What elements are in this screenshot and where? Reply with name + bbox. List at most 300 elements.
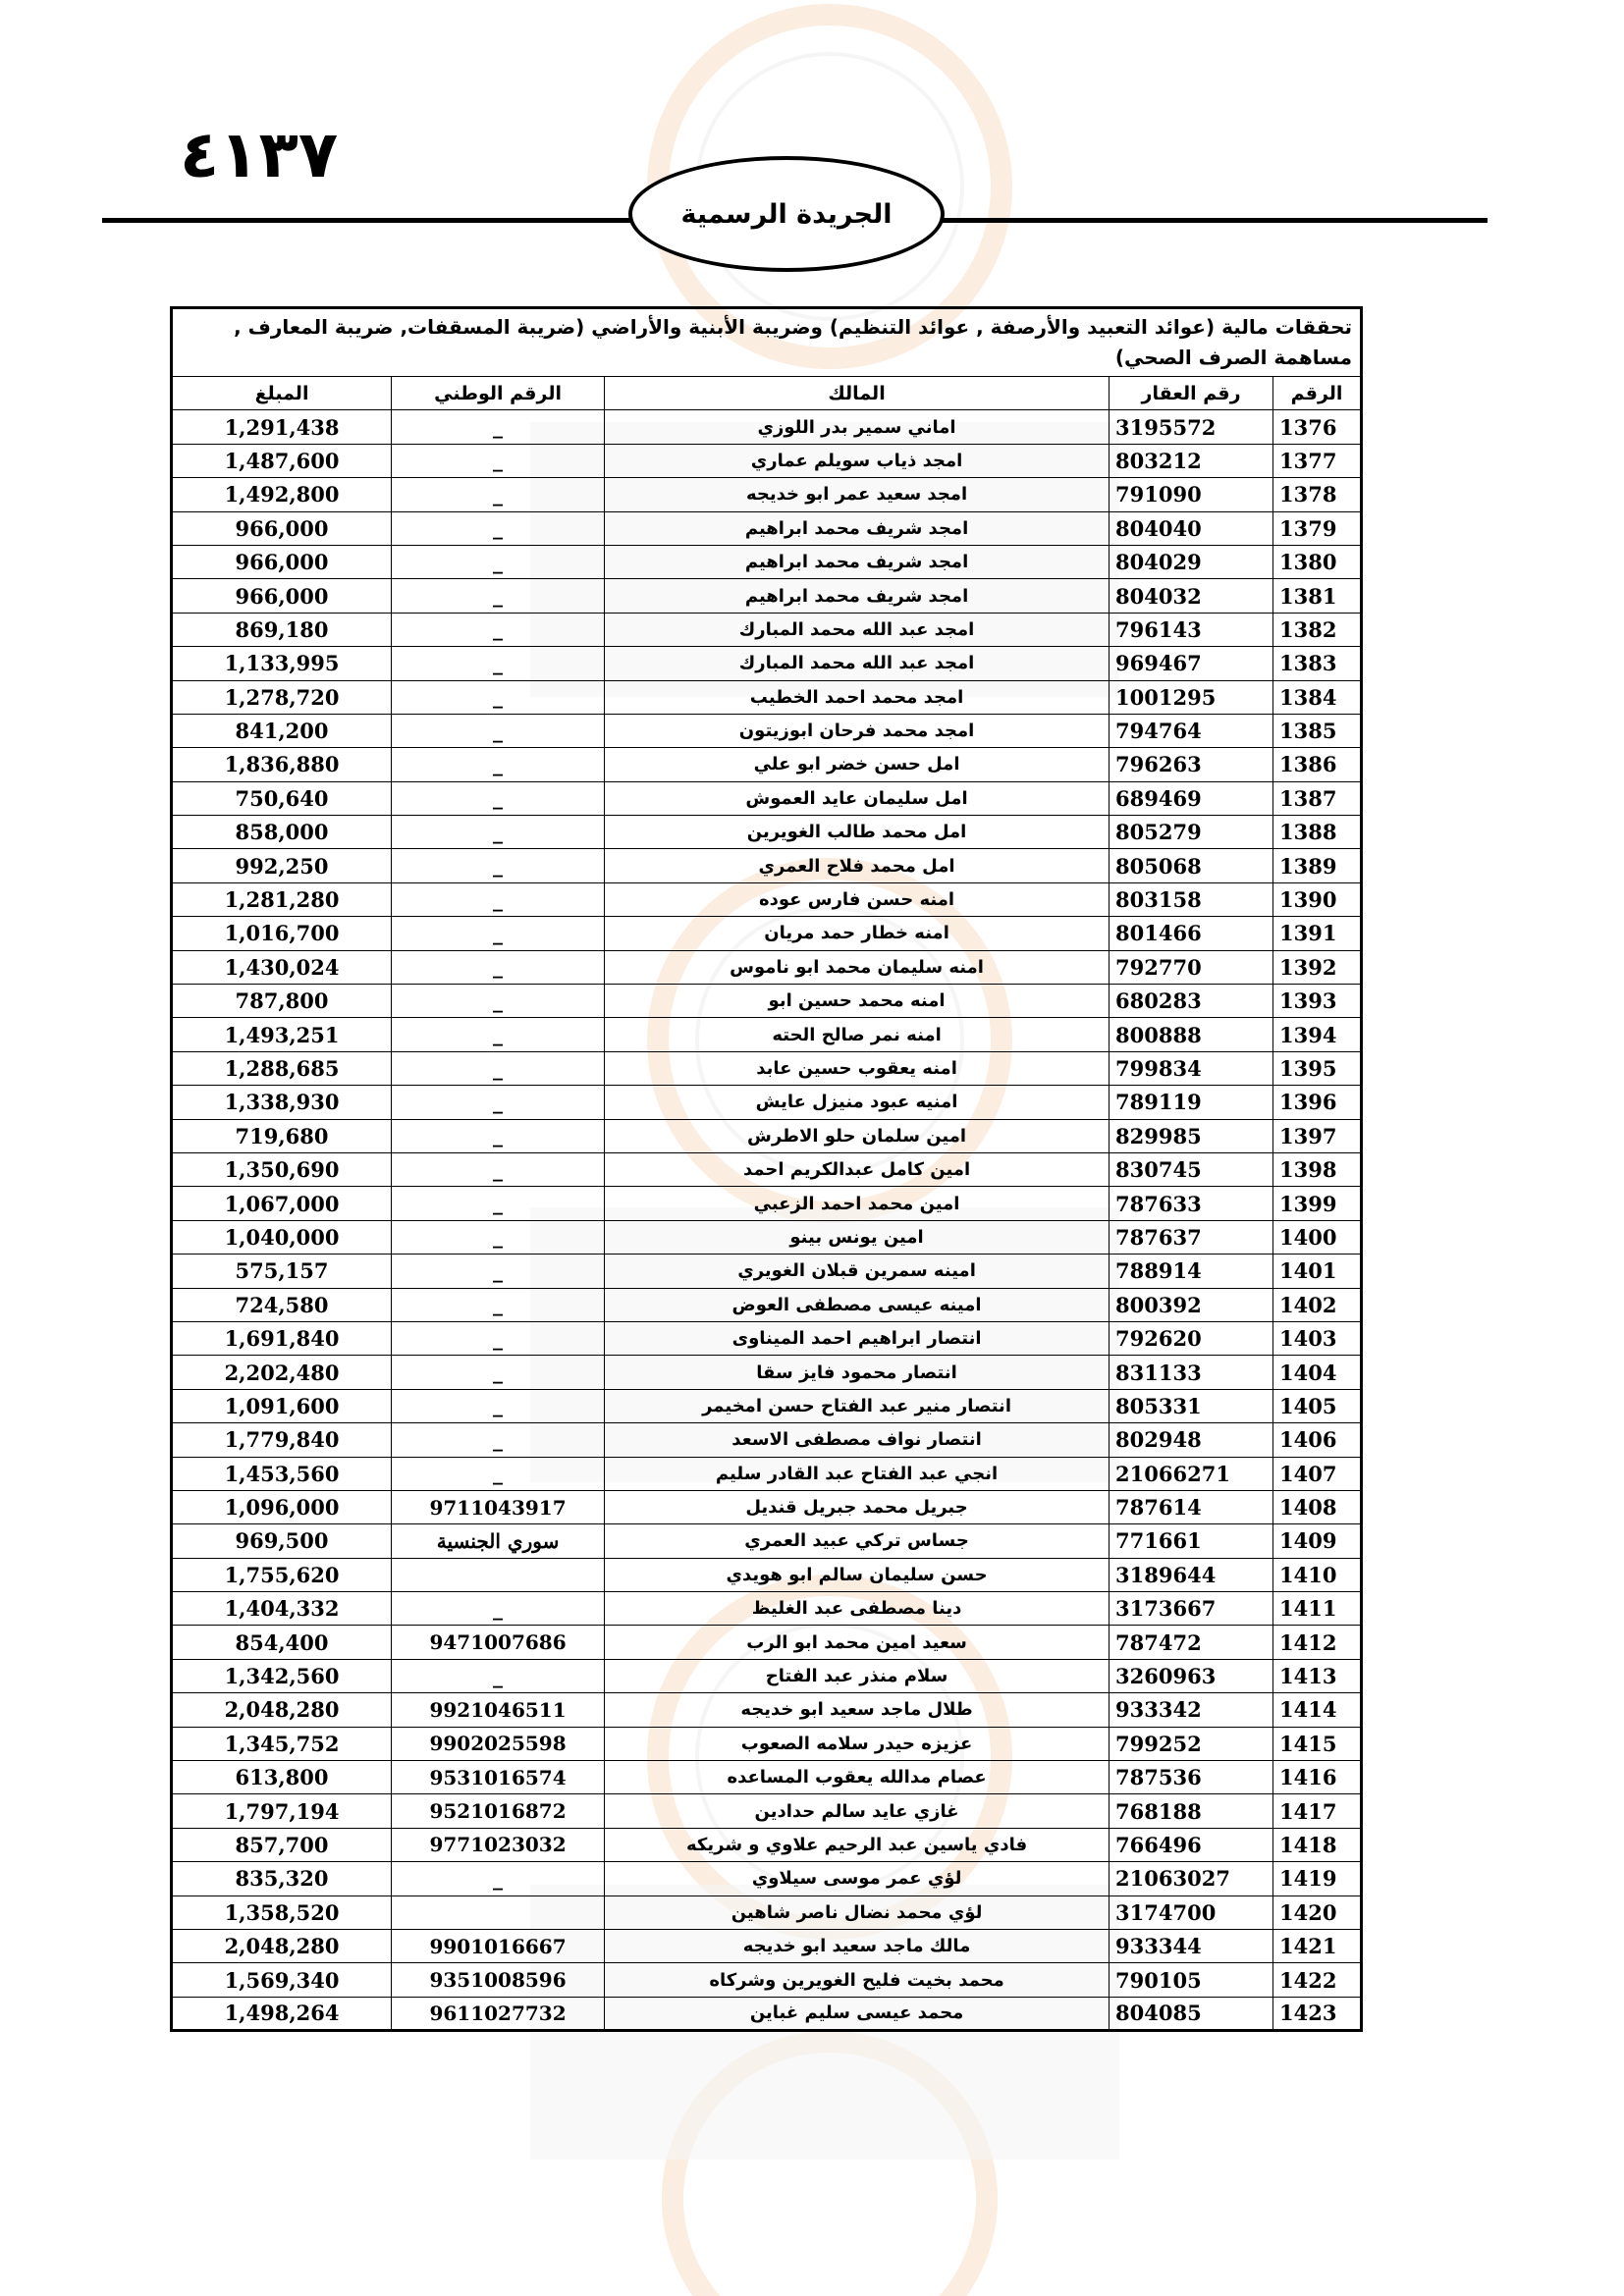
table-row [172, 985, 1362, 1018]
national-number: _ [392, 917, 605, 950]
property-number: 787472 [1110, 1626, 1273, 1659]
row-number: 1405 [1273, 1389, 1362, 1422]
owner-name: امل محمد فلاح العمري [605, 849, 1110, 882]
row-number: 1418 [1273, 1828, 1362, 1861]
amount: 857,700 [172, 1828, 392, 1861]
property-number: 829985 [1110, 1119, 1273, 1152]
amount: 1,278,720 [172, 680, 392, 714]
table-row [172, 849, 1362, 882]
property-number: 766496 [1110, 1828, 1273, 1861]
table-row [172, 816, 1362, 849]
national-number: _ [392, 1018, 605, 1051]
amount: 1,779,840 [172, 1423, 392, 1457]
amount: 2,048,280 [172, 1929, 392, 1962]
amount: 1,345,752 [172, 1727, 392, 1760]
amount: 1,133,995 [172, 647, 392, 680]
property-number: 800392 [1110, 1288, 1273, 1321]
amount: 2,048,280 [172, 1693, 392, 1727]
amount: 1,836,880 [172, 748, 392, 781]
national-number: _ [392, 444, 605, 477]
property-number: 933344 [1110, 1929, 1273, 1962]
amount: 966,000 [172, 579, 392, 613]
amount: 719,680 [172, 1119, 392, 1152]
property-number: 792770 [1110, 950, 1273, 984]
row-number: 1414 [1273, 1693, 1362, 1727]
owner-name: امجد محمد فرحان ابوزيتون [605, 714, 1110, 747]
national-number: _ [392, 1051, 605, 1085]
table-row [172, 1051, 1362, 1085]
amount: 1,493,251 [172, 1018, 392, 1051]
amount: 1,358,520 [172, 1896, 392, 1929]
table-row [172, 1896, 1362, 1929]
owner-name: مالك ماجد سعيد ابو خديجه [605, 1929, 1110, 1962]
national-number: 9471007686 [392, 1626, 605, 1659]
national-number: 9711043917 [392, 1490, 605, 1523]
table-row [172, 1152, 1362, 1186]
national-number: _ [392, 714, 605, 747]
table-title-row [172, 308, 1362, 377]
amount: 1,797,194 [172, 1794, 392, 1828]
owner-name: لؤي عمر موسى سيلاوي [605, 1862, 1110, 1896]
table-row [172, 1389, 1362, 1422]
national-number: _ [392, 1119, 605, 1152]
amount: 787,800 [172, 985, 392, 1018]
owner-name: امل حسن خضر ابو علي [605, 748, 1110, 781]
row-number: 1386 [1273, 748, 1362, 781]
row-number: 1396 [1273, 1086, 1362, 1119]
table-row [172, 1828, 1362, 1861]
table-row [172, 478, 1362, 511]
column-header-amount: المبلغ [172, 377, 392, 410]
amount: 992,250 [172, 849, 392, 882]
property-number: 21063027 [1110, 1862, 1273, 1896]
amount: 1,492,800 [172, 478, 392, 511]
property-number: 771661 [1110, 1524, 1273, 1558]
table-row [172, 1693, 1362, 1727]
row-number: 1421 [1273, 1929, 1362, 1962]
property-number: 3174700 [1110, 1896, 1273, 1929]
amount: 1,288,685 [172, 1051, 392, 1085]
national-number: _ [392, 579, 605, 613]
national-number: _ [392, 613, 605, 646]
owner-name: امينه سمرين قبلان الغويري [605, 1255, 1110, 1288]
amount: 841,200 [172, 714, 392, 747]
owner-name: امين سلمان حلو الاطرش [605, 1119, 1110, 1152]
national-number: 9921046511 [392, 1693, 605, 1727]
owner-name: فادي ياسين عبد الرحيم علاوي و شريكه [605, 1828, 1110, 1861]
row-number: 1385 [1273, 714, 1362, 747]
national-number: _ [392, 1321, 605, 1355]
owner-name: اماني سمير بدر اللوزي [605, 410, 1110, 444]
national-number: _ [392, 511, 605, 545]
property-number: 3173667 [1110, 1592, 1273, 1626]
table-header-row [172, 377, 1362, 410]
property-number: 802948 [1110, 1423, 1273, 1457]
property-number: 799834 [1110, 1051, 1273, 1085]
table-row [172, 1524, 1362, 1558]
owner-name: انتصار نواف مصطفى الاسعد [605, 1423, 1110, 1457]
amount: 750,640 [172, 781, 392, 815]
amount: 1,350,690 [172, 1152, 392, 1186]
national-number: 9611027732 [392, 1997, 605, 2030]
row-number: 1416 [1273, 1761, 1362, 1794]
owner-name: طلال ماجد سعيد ابو خديجه [605, 1693, 1110, 1727]
property-number: 804032 [1110, 579, 1273, 613]
row-number: 1389 [1273, 849, 1362, 882]
amount: 1,281,280 [172, 882, 392, 916]
amount: 1,569,340 [172, 1963, 392, 1997]
national-number: _ [392, 849, 605, 882]
row-number: 1402 [1273, 1288, 1362, 1321]
row-number: 1404 [1273, 1356, 1362, 1389]
gazette-title-oval [628, 156, 945, 272]
national-number: _ [392, 985, 605, 1018]
table-row [172, 1423, 1362, 1457]
row-number: 1412 [1273, 1626, 1362, 1659]
owner-name: امجد عبد الله محمد المبارك [605, 647, 1110, 680]
property-number: 789119 [1110, 1086, 1273, 1119]
property-number: 805279 [1110, 816, 1273, 849]
table-row [172, 613, 1362, 646]
table-row [172, 1457, 1362, 1490]
owner-name: امينه عيسى مصطفى العوض [605, 1288, 1110, 1321]
amount: 724,580 [172, 1288, 392, 1321]
property-number: 805331 [1110, 1389, 1273, 1422]
amount: 1,755,620 [172, 1558, 392, 1591]
table-row [172, 511, 1362, 545]
national-number: _ [392, 1356, 605, 1389]
row-number: 1390 [1273, 882, 1362, 916]
row-number: 1423 [1273, 1997, 1362, 2030]
column-header-property-number: رقم العقار [1110, 377, 1273, 410]
national-number: _ [392, 1389, 605, 1422]
property-number: 933342 [1110, 1693, 1273, 1727]
property-number: 787633 [1110, 1187, 1273, 1220]
amount: 835,320 [172, 1862, 392, 1896]
table-row [172, 1963, 1362, 1997]
row-number: 1398 [1273, 1152, 1362, 1186]
owner-name: امنه خطار حمد مريان [605, 917, 1110, 950]
table-row [172, 1018, 1362, 1051]
owner-name: امل محمد طالب الغويرين [605, 816, 1110, 849]
property-number: 787536 [1110, 1761, 1273, 1794]
owner-name: محمد عيسى سليم غباين [605, 1997, 1110, 2030]
property-number: 805068 [1110, 849, 1273, 882]
owner-name: انتصار ابراهيم احمد الميناوى [605, 1321, 1110, 1355]
national-number: _ [392, 1592, 605, 1626]
national-number: _ [392, 1457, 605, 1490]
owner-name: عزيزه حيدر سلامه الصعوب [605, 1727, 1110, 1760]
national-number: _ [392, 545, 605, 578]
owner-name: جبريل محمد جبريل قنديل [605, 1490, 1110, 1523]
amount: 1,487,600 [172, 444, 392, 477]
amount: 1,338,930 [172, 1086, 392, 1119]
owner-name: امين كامل عبدالكريم احمد [605, 1152, 1110, 1186]
page-number: ٤١٣٧ [180, 117, 339, 192]
row-number: 1401 [1273, 1255, 1362, 1288]
property-number: 794764 [1110, 714, 1273, 747]
national-number: 9531016574 [392, 1761, 605, 1794]
owner-name: سعيد امين محمد ابو الرب [605, 1626, 1110, 1659]
national-number: سوري الجنسية [392, 1524, 605, 1558]
national-number: _ [392, 1659, 605, 1692]
amount: 969,500 [172, 1524, 392, 1558]
national-number: _ [392, 1187, 605, 1220]
amount: 966,000 [172, 545, 392, 578]
row-number: 1382 [1273, 613, 1362, 646]
national-number: _ [392, 950, 605, 984]
property-number: 801466 [1110, 917, 1273, 950]
property-number: 788914 [1110, 1255, 1273, 1288]
amount: 613,800 [172, 1761, 392, 1794]
row-number: 1394 [1273, 1018, 1362, 1051]
national-number: _ [392, 1862, 605, 1896]
property-number: 831133 [1110, 1356, 1273, 1389]
national-number: _ [392, 1152, 605, 1186]
row-number: 1422 [1273, 1963, 1362, 1997]
row-number: 1388 [1273, 816, 1362, 849]
row-number: 1419 [1273, 1862, 1362, 1896]
owner-name: امجد سعيد عمر ابو خديجه [605, 478, 1110, 511]
property-number: 3260963 [1110, 1659, 1273, 1692]
row-number: 1406 [1273, 1423, 1362, 1457]
row-number: 1376 [1273, 410, 1362, 444]
amount: 966,000 [172, 511, 392, 545]
table-row [172, 680, 1362, 714]
amount: 1,067,000 [172, 1187, 392, 1220]
national-number: _ [392, 647, 605, 680]
table-row [172, 1356, 1362, 1389]
owner-name: انجي عبد الفتاح عبد القادر سليم [605, 1457, 1110, 1490]
property-number: 791090 [1110, 478, 1273, 511]
property-number: 799252 [1110, 1727, 1273, 1760]
row-number: 1384 [1273, 680, 1362, 714]
owner-name: جساس تركي عبيد العمري [605, 1524, 1110, 1558]
amount: 1,040,000 [172, 1220, 392, 1254]
national-number: 9771023032 [392, 1828, 605, 1861]
column-header-national-number: الرقم الوطني [392, 377, 605, 410]
row-number: 1397 [1273, 1119, 1362, 1152]
owner-name: امنه نمر صالح الحته [605, 1018, 1110, 1051]
row-number: 1420 [1273, 1896, 1362, 1929]
watermark-clock-4 [673, 2042, 987, 2296]
table-row [172, 1288, 1362, 1321]
amount: 858,000 [172, 816, 392, 849]
owner-name: دينا مصطفى عبد الغليظ [605, 1592, 1110, 1626]
table-row [172, 917, 1362, 950]
owner-name: امنه يعقوب حسين عابد [605, 1051, 1110, 1085]
national-number: 9902025598 [392, 1727, 605, 1760]
table-row [172, 1727, 1362, 1760]
national-number: 9901016667 [392, 1929, 605, 1962]
national-number: _ [392, 410, 605, 444]
national-number: _ [392, 1288, 605, 1321]
table-row [172, 950, 1362, 984]
row-number: 1381 [1273, 579, 1362, 613]
property-number: 680283 [1110, 985, 1273, 1018]
property-number: 1001295 [1110, 680, 1273, 714]
row-number: 1413 [1273, 1659, 1362, 1692]
property-number: 969467 [1110, 647, 1273, 680]
property-number: 3195572 [1110, 410, 1273, 444]
national-number: _ [392, 478, 605, 511]
table-row [172, 714, 1362, 747]
row-number: 1391 [1273, 917, 1362, 950]
table-row [172, 1794, 1362, 1828]
owner-name: امجد ذياب سويلم عماري [605, 444, 1110, 477]
owner-name: انتصار منير عبد الفتاح حسن امخيمر [605, 1389, 1110, 1422]
national-number: _ [392, 1220, 605, 1254]
owner-name: امل سليمان عايد العموش [605, 781, 1110, 815]
owner-name: انتصار محمود فايز سقا [605, 1356, 1110, 1389]
table-row [172, 882, 1362, 916]
national-number: 9521016872 [392, 1794, 605, 1828]
national-number: _ [392, 1086, 605, 1119]
table-row [172, 444, 1362, 477]
table-row [172, 545, 1362, 578]
national-number: _ [392, 882, 605, 916]
table-row [172, 1220, 1362, 1254]
property-number: 792620 [1110, 1321, 1273, 1355]
property-number: 790105 [1110, 1963, 1273, 1997]
property-number: 803212 [1110, 444, 1273, 477]
amount: 2,202,480 [172, 1356, 392, 1389]
records-table [170, 306, 1363, 2032]
table-row [172, 1321, 1362, 1355]
property-number: 830745 [1110, 1152, 1273, 1186]
amount: 1,096,000 [172, 1490, 392, 1523]
row-number: 1378 [1273, 478, 1362, 511]
owner-name: امجد محمد احمد الخطيب [605, 680, 1110, 714]
row-number: 1379 [1273, 511, 1362, 545]
property-number: 768188 [1110, 1794, 1273, 1828]
table-row [172, 1862, 1362, 1896]
row-number: 1383 [1273, 647, 1362, 680]
national-number: _ [392, 748, 605, 781]
owner-name: غازي عايد سالم حدادين [605, 1794, 1110, 1828]
owner-name: محمد بخيت فليح الغويرين وشركاه [605, 1963, 1110, 1997]
national-number [392, 1558, 605, 1591]
table-title: تحققات مالية (عوائد التعبيد والأرصفة , عوائد التنظيم) وضريبة الأبنية والأراضي (ضريبة المسقفات, ضريبة المعارف , مساهمة الصرف الصحي) [172, 308, 1362, 377]
table-row [172, 1558, 1362, 1591]
table-row [172, 1929, 1362, 1962]
property-number: 800888 [1110, 1018, 1273, 1051]
amount: 1,016,700 [172, 917, 392, 950]
owner-name: امنه محمد حسين ابو [605, 985, 1110, 1018]
owner-name: امنيه عبود منيزل عايش [605, 1086, 1110, 1119]
table-row [172, 1592, 1362, 1626]
table-row [172, 1187, 1362, 1220]
national-number: _ [392, 781, 605, 815]
amount: 1,453,560 [172, 1457, 392, 1490]
table-row [172, 410, 1362, 444]
row-number: 1395 [1273, 1051, 1362, 1085]
property-number: 804040 [1110, 511, 1273, 545]
amount: 575,157 [172, 1255, 392, 1288]
table-row [172, 1626, 1362, 1659]
owner-name: امجد شريف محمد ابراهيم [605, 545, 1110, 578]
row-number: 1417 [1273, 1794, 1362, 1828]
row-number: 1411 [1273, 1592, 1362, 1626]
table-row [172, 748, 1362, 781]
national-number: _ [392, 1423, 605, 1457]
national-number: 9351008596 [392, 1963, 605, 1997]
owner-name: سلام منذر عبد الفتاح [605, 1659, 1110, 1692]
owner-name: امنه حسن فارس عوده [605, 882, 1110, 916]
row-number: 1400 [1273, 1220, 1362, 1254]
property-number: 689469 [1110, 781, 1273, 815]
property-number: 804085 [1110, 1997, 1273, 2030]
property-number: 803158 [1110, 882, 1273, 916]
amount: 1,498,264 [172, 1997, 392, 2030]
owner-name: امين يونس بينو [605, 1220, 1110, 1254]
national-number [392, 1896, 605, 1929]
amount: 869,180 [172, 613, 392, 646]
table-row [172, 1659, 1362, 1692]
property-number: 796263 [1110, 748, 1273, 781]
property-number: 796143 [1110, 613, 1273, 646]
row-number: 1387 [1273, 781, 1362, 815]
column-header-owner: المالك [605, 377, 1110, 410]
row-number: 1409 [1273, 1524, 1362, 1558]
table-row [172, 647, 1362, 680]
row-number: 1410 [1273, 1558, 1362, 1591]
owner-name: لؤي محمد نضال ناصر شاهين [605, 1896, 1110, 1929]
amount: 1,430,024 [172, 950, 392, 984]
gazette-title: الجريدة الرسمية [680, 198, 893, 230]
amount: 1,691,840 [172, 1321, 392, 1355]
column-header-number: الرقم [1273, 377, 1362, 410]
amount: 1,091,600 [172, 1389, 392, 1422]
row-number: 1392 [1273, 950, 1362, 984]
amount: 1,291,438 [172, 410, 392, 444]
table-row [172, 1255, 1362, 1288]
amount: 1,342,560 [172, 1659, 392, 1692]
row-number: 1393 [1273, 985, 1362, 1018]
property-number: 3189644 [1110, 1558, 1273, 1591]
row-number: 1415 [1273, 1727, 1362, 1760]
owner-name: امين محمد احمد الزعبي [605, 1187, 1110, 1220]
owner-name: امجد شريف محمد ابراهيم [605, 511, 1110, 545]
row-number: 1399 [1273, 1187, 1362, 1220]
table-row [172, 781, 1362, 815]
national-number: _ [392, 680, 605, 714]
national-number: _ [392, 1255, 605, 1288]
table-row [172, 1997, 1362, 2030]
amount: 1,404,332 [172, 1592, 392, 1626]
row-number: 1408 [1273, 1490, 1362, 1523]
table-row [172, 1086, 1362, 1119]
property-number: 787614 [1110, 1490, 1273, 1523]
row-number: 1407 [1273, 1457, 1362, 1490]
amount: 854,400 [172, 1626, 392, 1659]
table-row [172, 1119, 1362, 1152]
owner-name: امجد عبد الله محمد المبارك [605, 613, 1110, 646]
national-number: _ [392, 816, 605, 849]
row-number: 1403 [1273, 1321, 1362, 1355]
owner-name: امجد شريف محمد ابراهيم [605, 579, 1110, 613]
owner-name: امنه سليمان محمد ابو ناموس [605, 950, 1110, 984]
owner-name: عصام مدالله يعقوب المساعده [605, 1761, 1110, 1794]
property-number: 787637 [1110, 1220, 1273, 1254]
row-number: 1377 [1273, 444, 1362, 477]
owner-name: حسن سليمان سالم ابو هويدي [605, 1558, 1110, 1591]
property-number: 21066271 [1110, 1457, 1273, 1490]
row-number: 1380 [1273, 545, 1362, 578]
table-row [172, 579, 1362, 613]
table-row [172, 1490, 1362, 1523]
table-row [172, 1761, 1362, 1794]
